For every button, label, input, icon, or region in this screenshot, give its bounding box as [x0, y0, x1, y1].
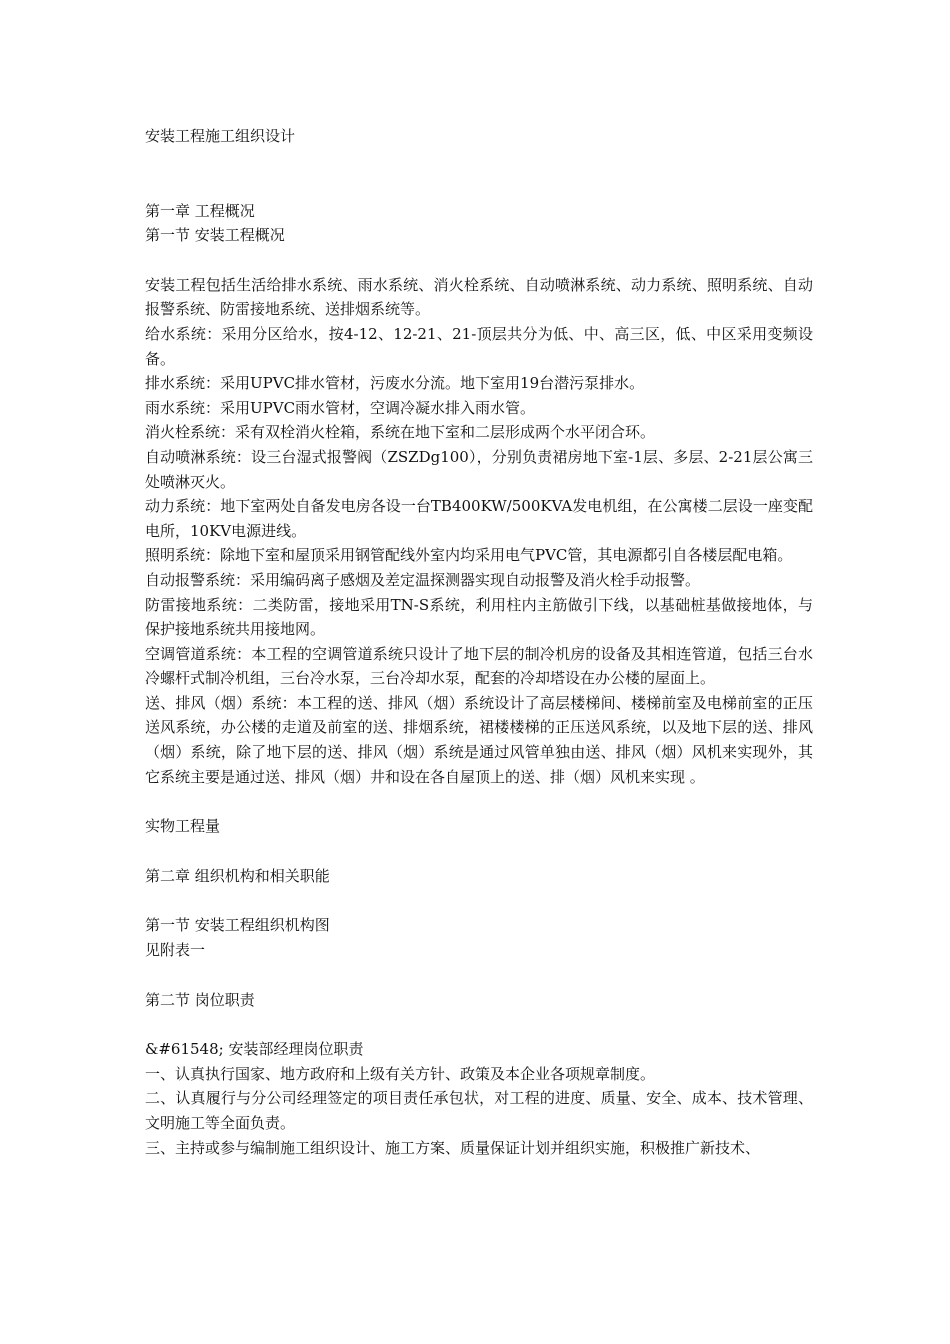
- lighting-paragraph: 照明系统：除地下室和屋顶采用钢管配线外室内均采用电气PVC管，其电源都引自各楼层配电箱。: [145, 546, 793, 565]
- alarm-paragraph: 自动报警系统：采用编码离子感烟及差定温探测器实现自动报警及消火栓手动报警。: [145, 570, 701, 589]
- duty-item: 一、认真执行国家、地方政府和上级有关方针、政策及本企业各项规章制度。: [145, 1064, 656, 1083]
- quantities-heading: 实物工程量: [145, 817, 221, 836]
- water-supply-paragraph: 给水系统：采用分区给水，按4-12、12-21、21-顶层共分为低、中、高三区，低、中区采用变频设备。: [145, 324, 813, 368]
- hvac-piping-paragraph: 空调管道系统：本工程的空调管道系统只设计了地下层的制冷机房的设备及其相连管道，包括三台水冷螺杆式制冷机组，三台冷水泵，三台冷却水泵，配套的冷却塔设在办公楼的屋面上。: [145, 644, 813, 688]
- power-paragraph: 动力系统：地下室两处自备发电房各设一台TB400KW/500KVA发电机组，在公寓楼二层设一座变配电所，10KV电源进线。: [145, 497, 813, 540]
- document-title: 安装工程施工组织设计: [145, 127, 296, 145]
- drainage-paragraph: 排水系统：采用UPVC排水管材，污废水分流。地下室用19台潜污泵排水。: [145, 374, 645, 393]
- section-1-1-heading: 第一节 安装工程概况: [145, 226, 285, 245]
- spacer: [145, 248, 813, 273]
- spacer: [145, 963, 813, 988]
- ventilation-paragraph: 送、排风（烟）系统：本工程的送、排风（烟）系统设计了高层楼梯间、楼梯前室及电梯前室的正压送风系统，办公楼的走道及前室的送、排烟系统，裙楼楼梯的正压送风系统，以及地下层的送、排风（烟）系统，除了地下层的送、排风（烟）系统是通过风管单独由送、排风（烟）风机来实现外，其它系统主要是通过送、排风（烟）井和设在各自屋顶上的送、排（烟）风机来实现 。: [145, 693, 813, 786]
- section-2-2-heading: 第二节 岗位职责: [145, 990, 255, 1009]
- spacer: [145, 839, 813, 864]
- role-heading: &#61548; 安装部经理岗位职责: [145, 1040, 364, 1059]
- sprinkler-paragraph: 自动喷淋系统：设三台湿式报警阀（ZSZDg100），分别负责裙房地下室-1层、多层、2-21层公寓三处喷淋灭火。: [145, 447, 813, 491]
- overview-paragraph: 安装工程包括生活给排水系统、雨水系统、消火栓系统、自动喷淋系统、动力系统、照明系统、自动报警系统、防雷接地系统、送排烟系统等。: [145, 275, 813, 319]
- chapter-2-heading: 第二章 组织机构和相关职能: [145, 866, 330, 885]
- rainwater-paragraph: 雨水系统：采用UPVC雨水管材，空调冷凝水排入雨水管。: [145, 398, 536, 417]
- spacer: [145, 1012, 813, 1037]
- document-page: [145, 124, 813, 1160]
- chapter-1-heading: 第一章 工程概况: [145, 201, 255, 220]
- spacer: [145, 789, 813, 814]
- spacer: [145, 888, 813, 913]
- lightning-protection-paragraph: 防雷接地系统：二类防雷，接地采用TN-S系统，利用柱内主筋做引下线，以基础桩基做接地体，与保护接地系统共用接地网。: [145, 595, 813, 639]
- section-2-1-heading: 第一节 安装工程组织机构图: [145, 916, 330, 935]
- duty-item: 三、主持或参与编制施工组织设计、施工方案、质量保证计划并组织实施，积极推广新技术、: [145, 1138, 761, 1157]
- spacer: [145, 149, 813, 199]
- section-2-1-note: 见附表一: [145, 941, 206, 960]
- hydrant-paragraph: 消火栓系统：采有双栓消火栓箱，系统在地下室和二层形成两个水平闭合环。: [145, 423, 656, 442]
- duty-item: 二、认真履行与分公司经理签定的项目责任承包状，对工程的进度、质量、安全、成本、技术管理、文明施工等全面负责。: [145, 1089, 813, 1132]
